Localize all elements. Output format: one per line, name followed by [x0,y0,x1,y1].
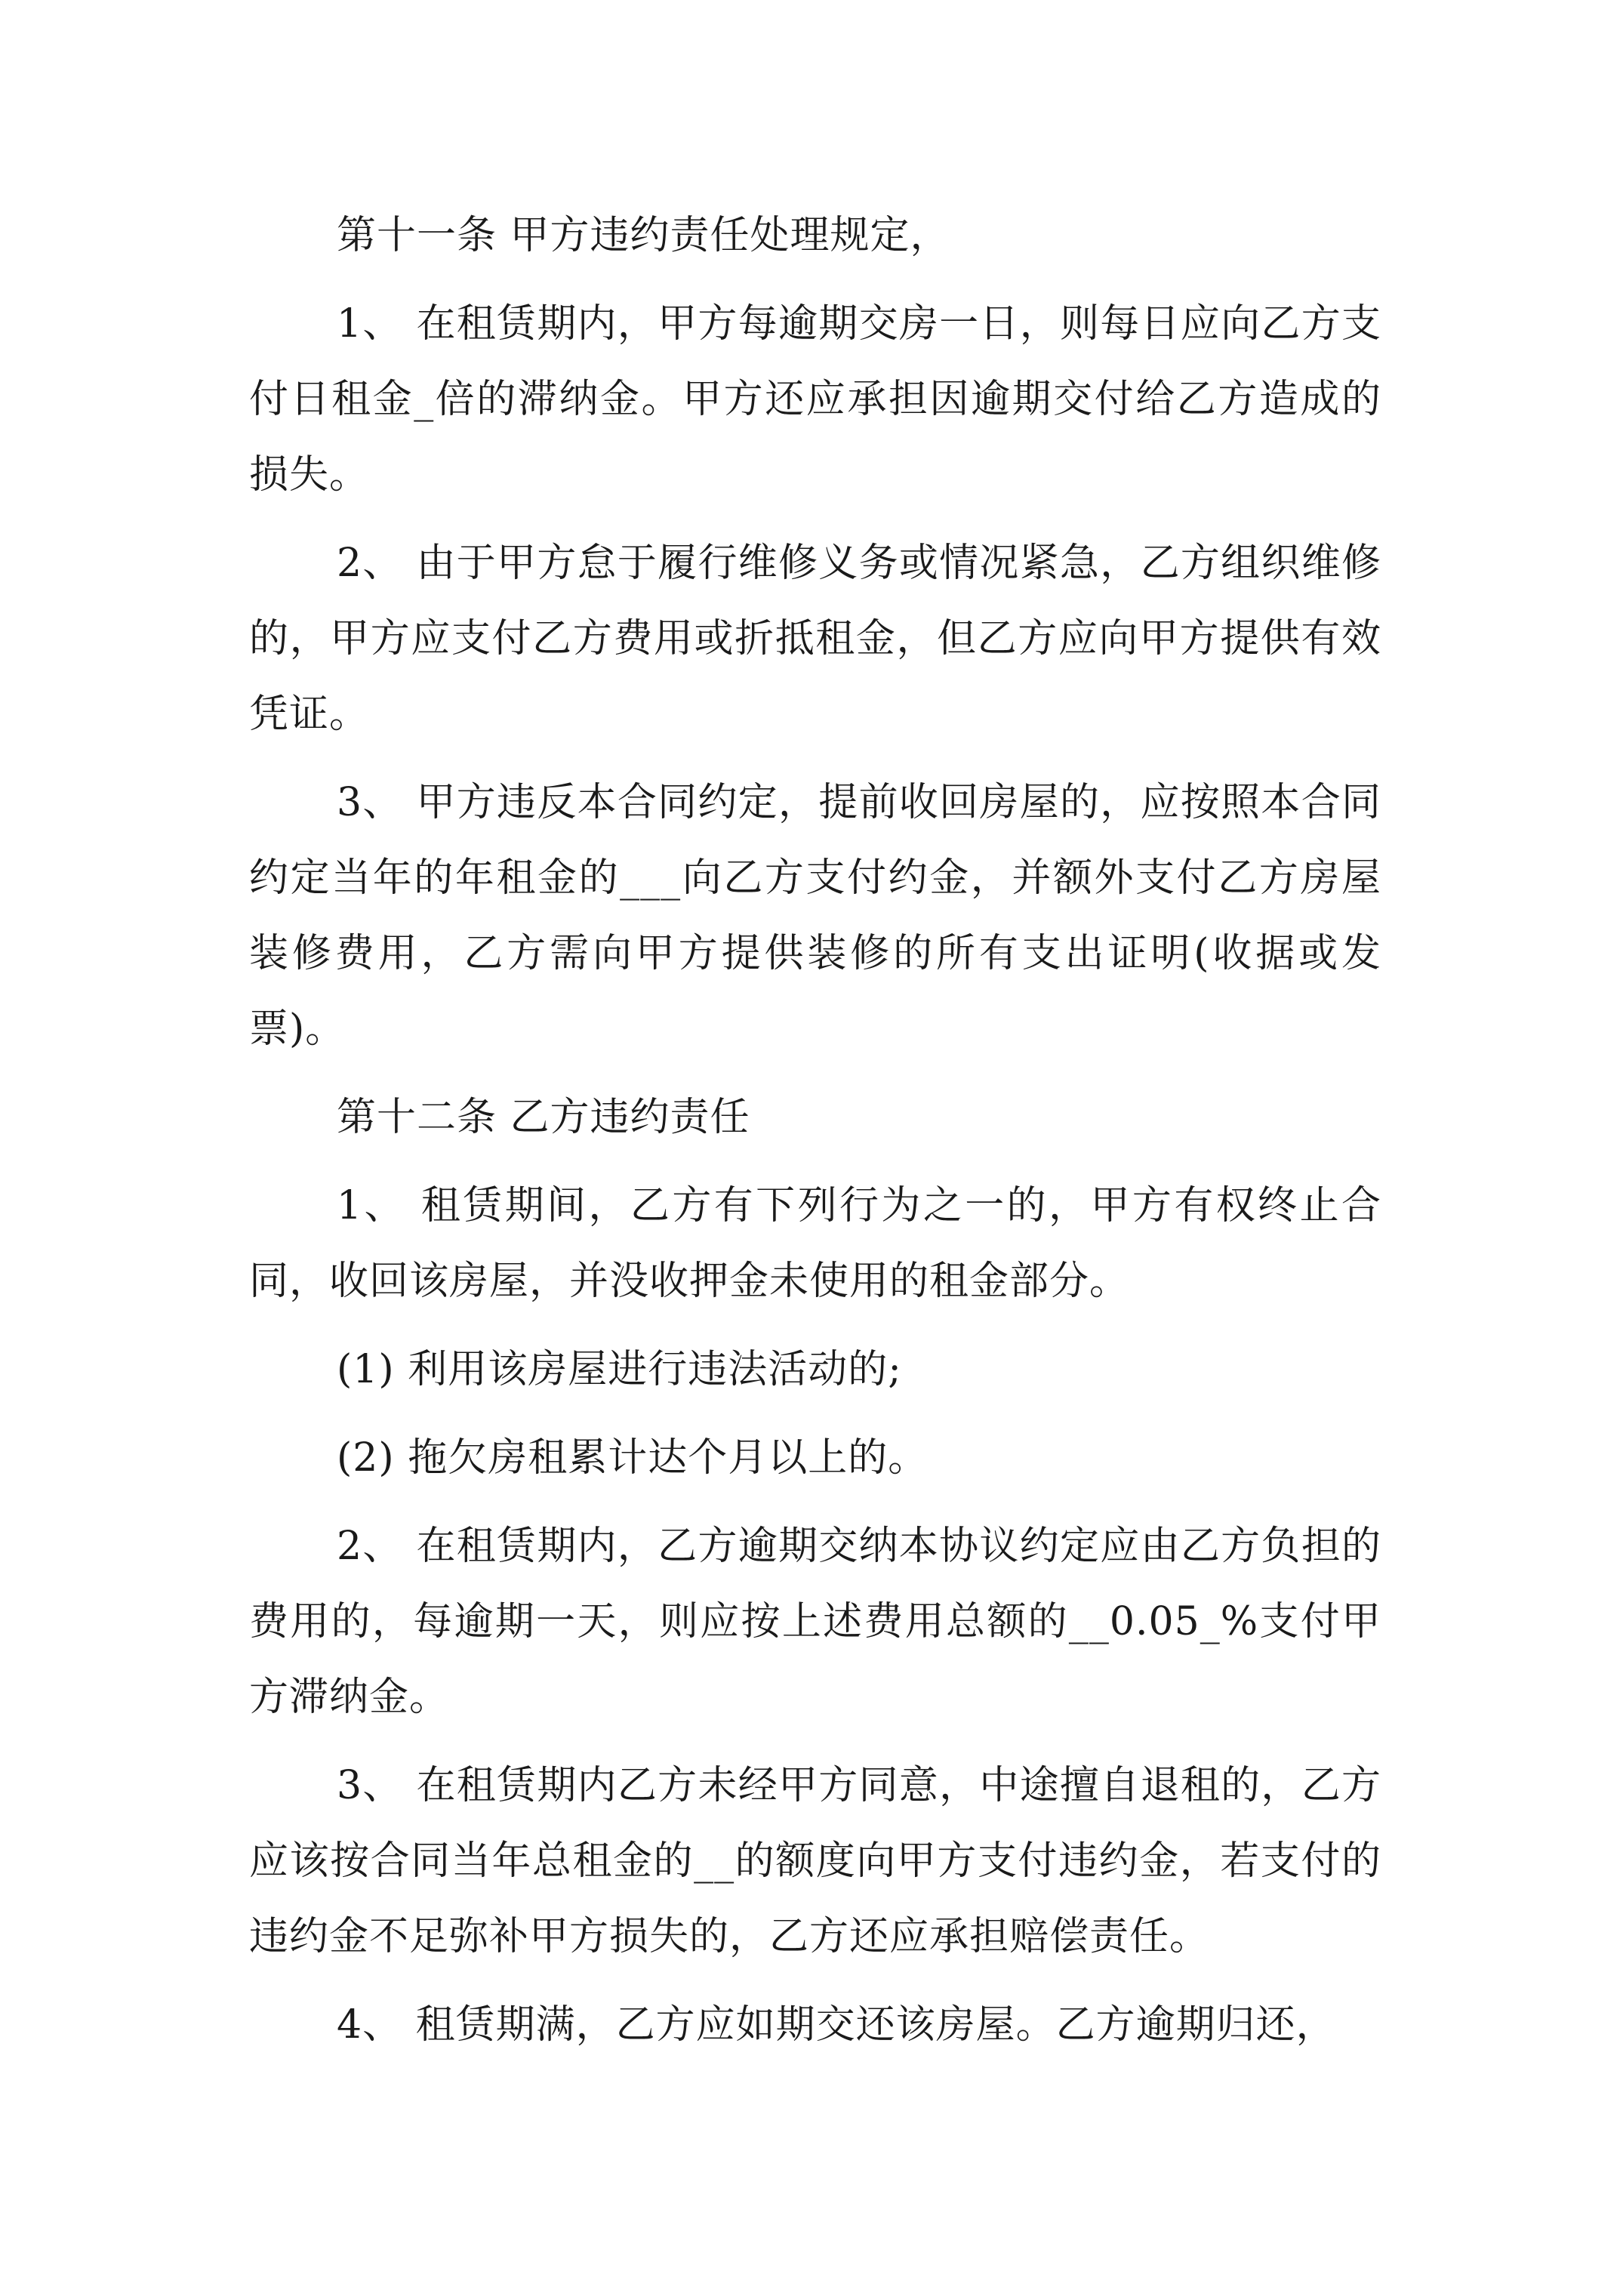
document-body [249,198,1381,2076]
article-12-item-1-sub-2: (2) 拖欠房租累计达个月以上的。 [337,1435,929,1481]
article-12-item-1: 1、 租赁期间，乙方有下列行为之一的，甲方有权终止合同，收回该房屋，并没收押金未使用的租金部分。 [249,1183,1381,1304]
article-12-heading: 第十二条 乙方违约责任 [337,1095,750,1140]
article-11-item-2: 2、 由于甲方怠于履行维修义务或情况紧急，乙方组织维修的，甲方应支付乙方费用或折抵租金，但乙方应向甲方提供有效凭证。 [249,541,1381,737]
article-11-item-1: 1、 在租赁期内，甲方每逾期交房一日，则每日应向乙方支付日租金_倍的滞纳金。甲方还应承担因逾期交付给乙方造成的损失。 [249,301,1381,498]
article-12-item-2: 2、 在租赁期内，乙方逾期交纳本协议约定应由乙方负担的费用的，每逾期一天，则应按上述费用总额的__0.05_%支付甲方滞纳金。 [249,1524,1381,1720]
article-12-item-4: 4、 租赁期满，乙方应如期交还该房屋。乙方逾期归还， [337,2002,1336,2048]
article-12-item-1-sub-1: (1) 利用该房屋进行违法活动的; [337,1347,902,1392]
article-11-item-3: 3、 甲方违反本合同约定，提前收回房屋的，应按照本合同约定当年的年租金的___向乙方支付约金，并额外支付乙方房屋装修费用，乙方需向甲方提供装修的所有支出证明(收据或发票)。 [249,780,1381,1052]
article-11-heading: 第十一条 甲方违约责任处理规定， [337,213,950,258]
article-12-item-3: 3、 在租赁期内乙方未经甲方同意，中途擅自退租的，乙方应该按合同当年总租金的__的额度向甲方支付违约金，若支付的违约金不足弥补甲方损失的，乙方还应承担赔偿责任。 [249,1763,1381,1959]
